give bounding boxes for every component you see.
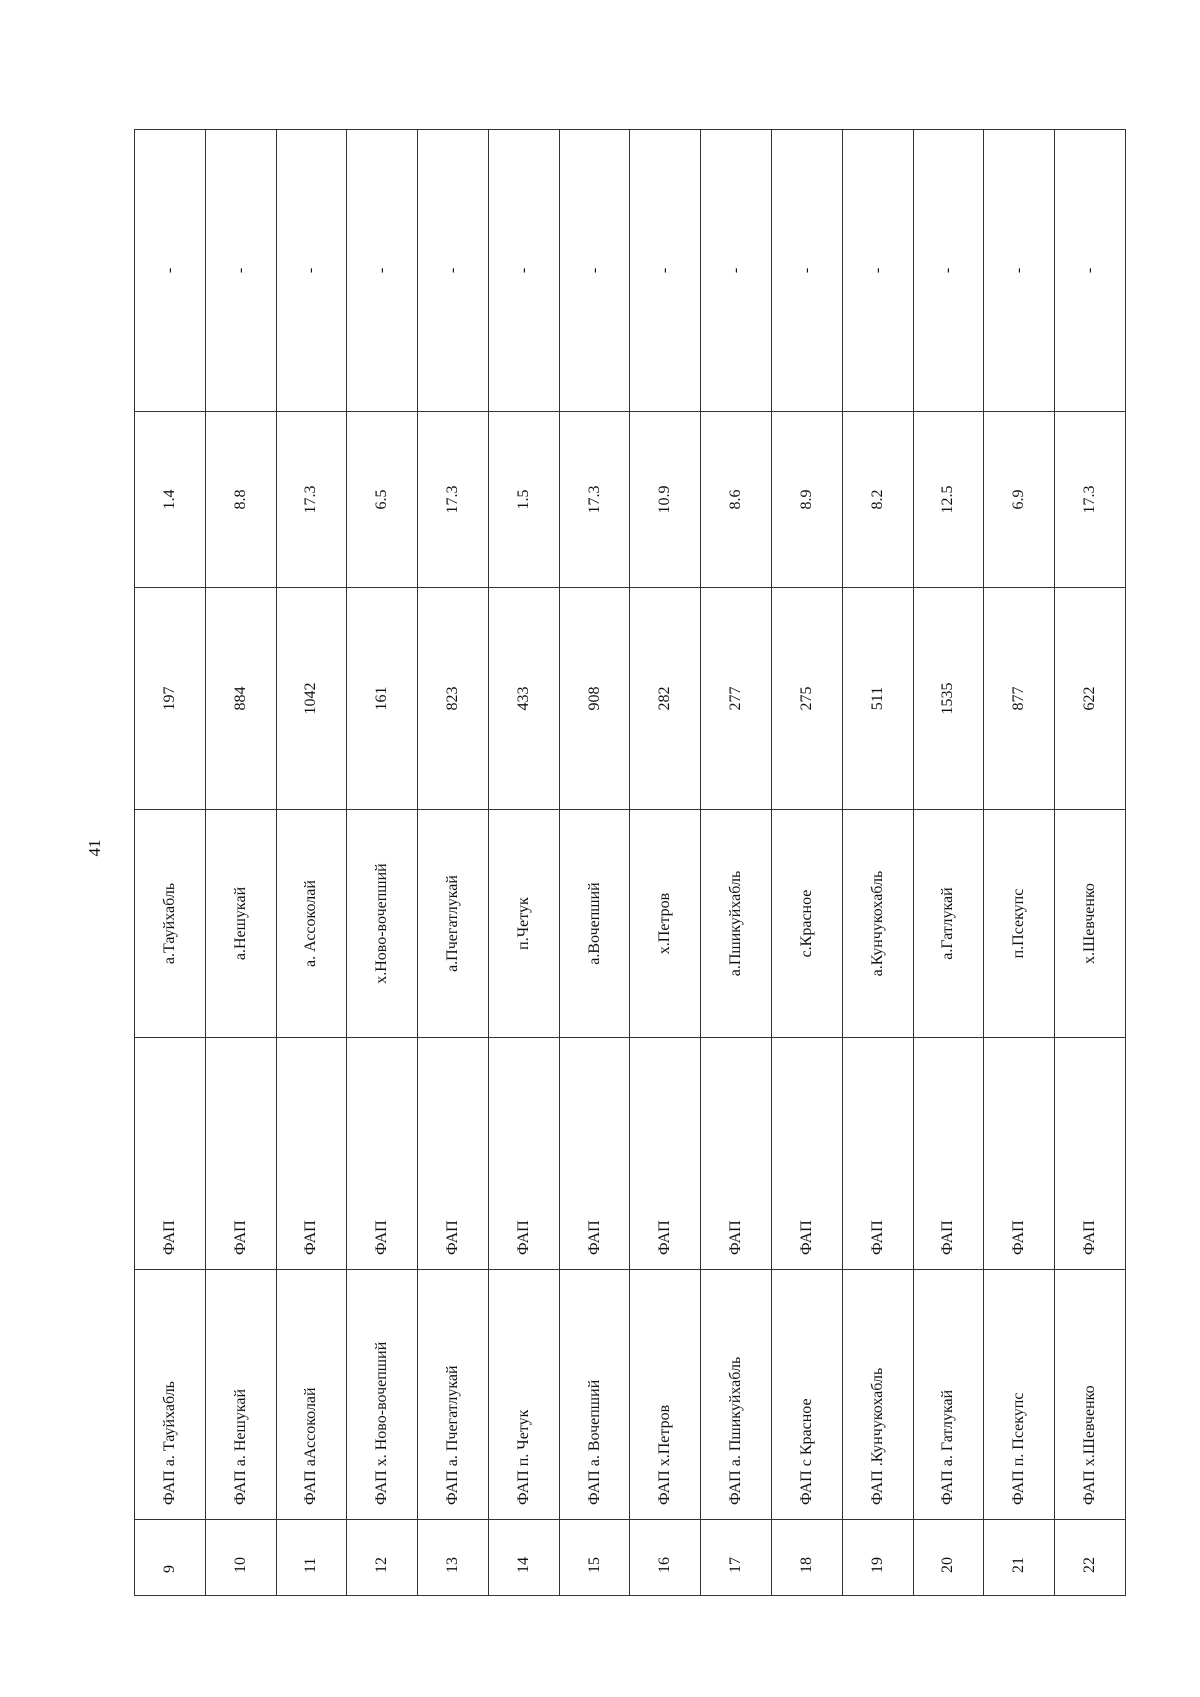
facility-type-cell: ФАП bbox=[205, 1038, 276, 1270]
facility-name-cell: ФАП п. Четук bbox=[488, 1270, 559, 1520]
facility-type-cell: ФАП bbox=[418, 1038, 489, 1270]
facility-type-cell: ФАП bbox=[984, 1038, 1055, 1270]
facility-name-cell: ФАП а. Вочепший bbox=[559, 1270, 630, 1520]
distance-cell: 8.9 bbox=[772, 412, 843, 588]
row-number-cell: 16 bbox=[630, 1520, 701, 1596]
locality-cell: а.Тауйхабль bbox=[135, 810, 206, 1038]
distance-cell: 8.2 bbox=[842, 412, 913, 588]
locality-cell: х.Шевченко bbox=[1055, 810, 1126, 1038]
table-row bbox=[135, 130, 206, 1596]
row-number-cell: 14 bbox=[488, 1520, 559, 1596]
population-cell: 511 bbox=[842, 588, 913, 810]
distance-cell: 17.3 bbox=[276, 412, 347, 588]
facility-name-cell: ФАП а. Нешукай bbox=[205, 1270, 276, 1520]
distance-cell: 8.8 bbox=[205, 412, 276, 588]
locality-cell: с.Красное bbox=[772, 810, 843, 1038]
row-number-cell: 17 bbox=[701, 1520, 772, 1596]
facility-type-cell: ФАП bbox=[842, 1038, 913, 1270]
row-number-cell: 11 bbox=[276, 1520, 347, 1596]
table-row bbox=[772, 130, 843, 1596]
distance-cell: 8.6 bbox=[701, 412, 772, 588]
population-cell: 1042 bbox=[276, 588, 347, 810]
locality-cell: х.Ново-вочепший bbox=[347, 810, 418, 1038]
extra-value-cell: - bbox=[842, 130, 913, 412]
table-row bbox=[488, 130, 559, 1596]
facility-name-cell: ФАП а. Тауйхабль bbox=[135, 1270, 206, 1520]
facility-name-cell: ФАП х.Шевченко bbox=[1055, 1270, 1126, 1520]
facility-type-cell: ФАП bbox=[913, 1038, 984, 1270]
extra-value-cell: - bbox=[630, 130, 701, 412]
extra-value-cell: - bbox=[984, 130, 1055, 412]
population-cell: 275 bbox=[772, 588, 843, 810]
facility-name-cell: ФАП аАссоколай bbox=[276, 1270, 347, 1520]
table-row bbox=[913, 130, 984, 1596]
distance-cell: 17.3 bbox=[418, 412, 489, 588]
distance-cell: 6.9 bbox=[984, 412, 1055, 588]
facility-name-cell: ФАП п. Псекупс bbox=[984, 1270, 1055, 1520]
table-row bbox=[701, 130, 772, 1596]
table-body bbox=[135, 130, 1126, 1596]
extra-value-cell: - bbox=[418, 130, 489, 412]
extra-value-cell: - bbox=[913, 130, 984, 412]
row-number-cell: 10 bbox=[205, 1520, 276, 1596]
extra-value-cell: - bbox=[772, 130, 843, 412]
population-cell: 197 bbox=[135, 588, 206, 810]
population-cell: 277 bbox=[701, 588, 772, 810]
population-cell: 877 bbox=[984, 588, 1055, 810]
facilities-table-wrapper bbox=[134, 130, 1126, 1596]
population-cell: 823 bbox=[418, 588, 489, 810]
population-cell: 161 bbox=[347, 588, 418, 810]
facility-name-cell: ФАП а. Пчегатлукай bbox=[418, 1270, 489, 1520]
table-row bbox=[276, 130, 347, 1596]
population-cell: 884 bbox=[205, 588, 276, 810]
facility-name-cell: ФАП х. Ново-вочепший bbox=[347, 1270, 418, 1520]
population-cell: 622 bbox=[1055, 588, 1126, 810]
facility-type-cell: ФАП bbox=[701, 1038, 772, 1270]
locality-cell: х.Петров bbox=[630, 810, 701, 1038]
extra-value-cell: - bbox=[701, 130, 772, 412]
row-number-cell: 20 bbox=[913, 1520, 984, 1596]
extra-value-cell: - bbox=[347, 130, 418, 412]
distance-cell: 17.3 bbox=[1055, 412, 1126, 588]
facility-type-cell: ФАП bbox=[135, 1038, 206, 1270]
row-number-cell: 9 bbox=[135, 1520, 206, 1596]
facility-type-cell: ФАП bbox=[559, 1038, 630, 1270]
row-number-cell: 18 bbox=[772, 1520, 843, 1596]
locality-cell: п.Четук bbox=[488, 810, 559, 1038]
facility-type-cell: ФАП bbox=[347, 1038, 418, 1270]
extra-value-cell: - bbox=[276, 130, 347, 412]
locality-cell: а.Гатлукай bbox=[913, 810, 984, 1038]
population-cell: 908 bbox=[559, 588, 630, 810]
extra-value-cell: - bbox=[205, 130, 276, 412]
facility-type-cell: ФАП bbox=[772, 1038, 843, 1270]
facility-type-cell: ФАП bbox=[630, 1038, 701, 1270]
locality-cell: а.Пшикуйхабль bbox=[701, 810, 772, 1038]
locality-cell: а.Нешукай bbox=[205, 810, 276, 1038]
table-row bbox=[347, 130, 418, 1596]
population-cell: 282 bbox=[630, 588, 701, 810]
table-row bbox=[1055, 130, 1126, 1596]
distance-cell: 17.3 bbox=[559, 412, 630, 588]
locality-cell: а. Ассоколай bbox=[276, 810, 347, 1038]
row-number-cell: 15 bbox=[559, 1520, 630, 1596]
facility-type-cell: ФАП bbox=[1055, 1038, 1126, 1270]
table-row bbox=[559, 130, 630, 1596]
facility-name-cell: ФАП с Красное bbox=[772, 1270, 843, 1520]
locality-cell: а.Пчегатлукай bbox=[418, 810, 489, 1038]
extra-value-cell: - bbox=[559, 130, 630, 412]
distance-cell: 6.5 bbox=[347, 412, 418, 588]
facility-type-cell: ФАП bbox=[276, 1038, 347, 1270]
row-number-cell: 22 bbox=[1055, 1520, 1126, 1596]
distance-cell: 1.5 bbox=[488, 412, 559, 588]
facility-name-cell: ФАП а. Пшикуйхабль bbox=[701, 1270, 772, 1520]
row-number-cell: 12 bbox=[347, 1520, 418, 1596]
distance-cell: 10.9 bbox=[630, 412, 701, 588]
population-cell: 1535 bbox=[913, 588, 984, 810]
facility-name-cell: ФАП а. Гатлукай bbox=[913, 1270, 984, 1520]
table-row bbox=[630, 130, 701, 1596]
locality-cell: а.Кунчукохабль bbox=[842, 810, 913, 1038]
extra-value-cell: - bbox=[135, 130, 206, 412]
facility-name-cell: ФАП .Кунчукохабль bbox=[842, 1270, 913, 1520]
population-cell: 433 bbox=[488, 588, 559, 810]
table-row bbox=[205, 130, 276, 1596]
extra-value-cell: - bbox=[1055, 130, 1126, 412]
row-number-cell: 21 bbox=[984, 1520, 1055, 1596]
locality-cell: а.Вочепший bbox=[559, 810, 630, 1038]
page-number: 41 bbox=[85, 839, 104, 857]
table-row bbox=[418, 130, 489, 1596]
table-row bbox=[984, 130, 1055, 1596]
distance-cell: 1.4 bbox=[135, 412, 206, 588]
facility-type-cell: ФАП bbox=[488, 1038, 559, 1270]
locality-cell: п.Псекупс bbox=[984, 810, 1055, 1038]
row-number-cell: 13 bbox=[418, 1520, 489, 1596]
table-row bbox=[842, 130, 913, 1596]
distance-cell: 12.5 bbox=[913, 412, 984, 588]
facilities-table bbox=[134, 129, 1126, 1596]
extra-value-cell: - bbox=[488, 130, 559, 412]
row-number-cell: 19 bbox=[842, 1520, 913, 1596]
facility-name-cell: ФАП х.Петров bbox=[630, 1270, 701, 1520]
